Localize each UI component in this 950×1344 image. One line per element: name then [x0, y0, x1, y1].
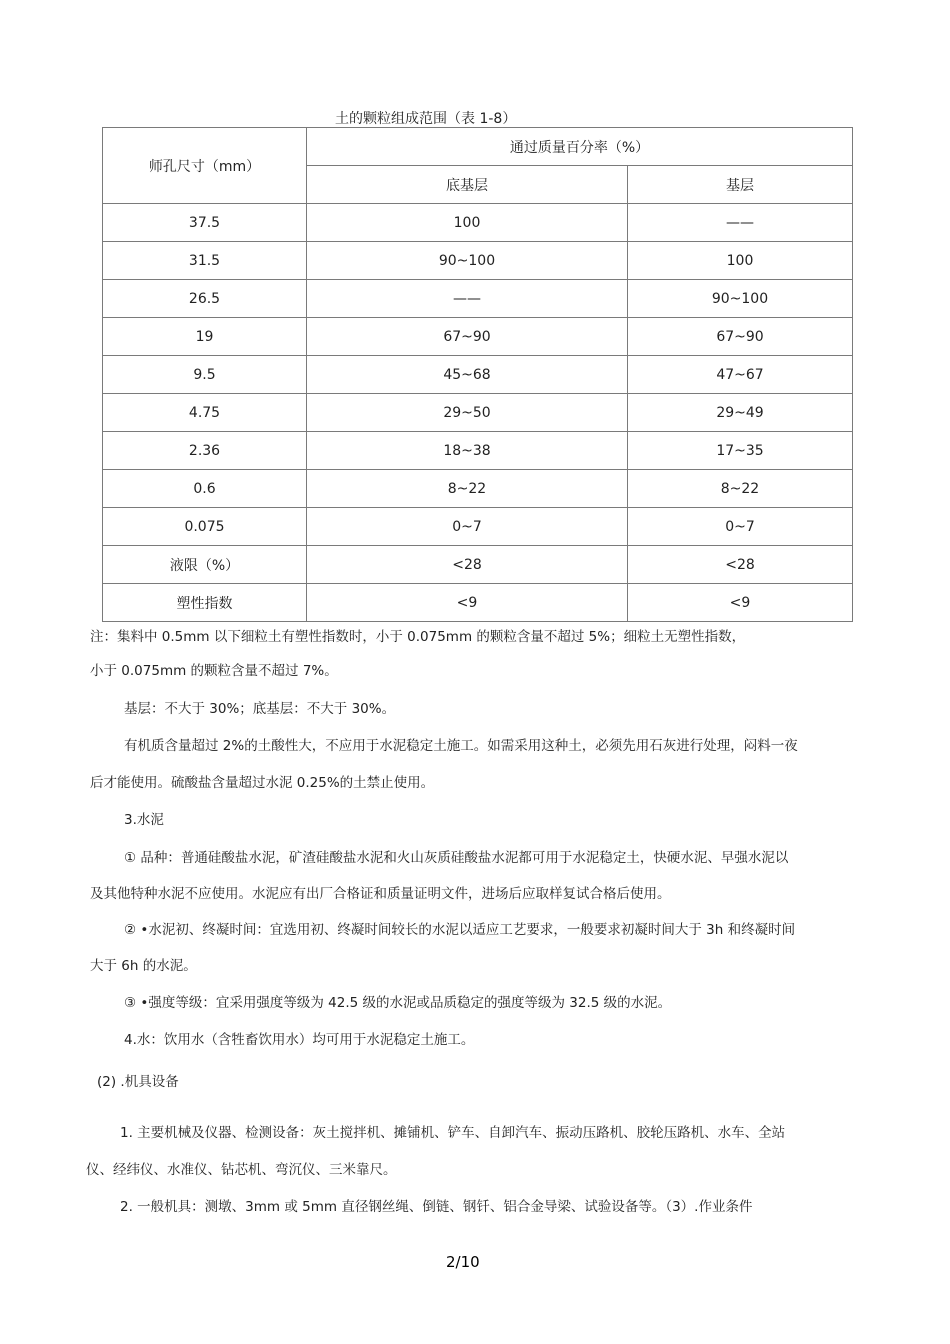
cell-base: 29~49: [628, 394, 853, 432]
particle-composition-table: [102, 127, 853, 622]
table-note-line1: 注：集料中 0.5mm 以下细粒土有塑性指数时，小于 0.075mm 的颗粒含量不超过 5%；细粒土无塑性指数，: [90, 629, 746, 645]
cell-sieve: 26.5: [103, 280, 307, 318]
header-subbase: 底基层: [307, 166, 628, 204]
paragraph-water: 4.水：饮用水（含牲畜饮用水）均可用于水泥稳定土施工。: [124, 1032, 475, 1048]
paragraph-setting-time-line1: ② •水泥初、终凝时间：宜选用初、终凝时间较长的水泥以适应工艺要求，一般要求初凝时间大于 3h 和终凝时间: [124, 922, 796, 938]
cell-base: 8~22: [628, 470, 853, 508]
table-row: [103, 356, 853, 394]
cell-base: 100: [628, 242, 853, 280]
page-number: 2/10: [446, 1253, 480, 1271]
cell-sieve: 2.36: [103, 432, 307, 470]
cell-base: 17~35: [628, 432, 853, 470]
cell-base: <9: [628, 584, 853, 622]
paragraph-variety-line2: 及其他特种水泥不应使用。水泥应有出厂合格证和质量证明文件，进场后应取样复试合格后使用。: [90, 886, 671, 902]
paragraph-tools: 2. 一般机具：测墩、3mm 或 5mm 直径钢丝绳、倒链、钢钎、铝合金导梁、试验设备等。（3）.作业条件: [120, 1199, 753, 1215]
heading-cement: 3.水泥: [124, 812, 164, 828]
cell-subbase: 90~100: [307, 242, 628, 280]
cell-subbase: ——: [307, 280, 628, 318]
paragraph-machinery-line1: 1. 主要机械及仪器、检测设备：灰土搅拌机、摊铺机、铲车、自卸汽车、振动压路机、胶轮压路机、水车、全站: [120, 1125, 786, 1141]
cell-sieve: 31.5: [103, 242, 307, 280]
cell-subbase: 100: [307, 204, 628, 242]
paragraph-organic-line2: 后才能使用。硫酸盐含量超过水泥 0.25%的土禁止使用。: [90, 775, 435, 791]
cell-sieve: 19: [103, 318, 307, 356]
cell-subbase: 8~22: [307, 470, 628, 508]
cell-base: <28: [628, 546, 853, 584]
paragraph-base-limit: 基层：不大于 30%；底基层：不大于 30%。: [124, 701, 396, 717]
cell-subbase: 18~38: [307, 432, 628, 470]
paragraph-strength-grade: ③ •强度等级：宜采用强度等级为 42.5 级的水泥或品质稳定的强度等级为 32.5 级的水泥。: [124, 995, 672, 1011]
cell-subbase: <9: [307, 584, 628, 622]
table-row: [103, 470, 853, 508]
cell-base: 67~90: [628, 318, 853, 356]
table-note-line2: 小于 0.075mm 的颗粒含量不超过 7%。: [90, 663, 338, 679]
cell-base: 47~67: [628, 356, 853, 394]
paragraph-machinery-line2: 仪、经纬仪、水准仪、钻芯机、弯沉仪、三米靠尺。: [86, 1162, 397, 1178]
table-row: [103, 204, 853, 242]
cell-subbase: 0~7: [307, 508, 628, 546]
cell-base: ——: [628, 204, 853, 242]
cell-sieve: 4.75: [103, 394, 307, 432]
table-row: [103, 394, 853, 432]
cell-sieve: 液限（%）: [103, 546, 307, 584]
paragraph-setting-time-line2: 大于 6h 的水泥。: [90, 958, 197, 974]
cell-sieve: 0.075: [103, 508, 307, 546]
table-row: [103, 242, 853, 280]
cell-subbase: <28: [307, 546, 628, 584]
cell-subbase: 45~68: [307, 356, 628, 394]
cell-sieve: 0.6: [103, 470, 307, 508]
table-row: [103, 432, 853, 470]
table-row: [103, 508, 853, 546]
table-row: [103, 584, 853, 622]
cell-sieve: 9.5: [103, 356, 307, 394]
table-row: [103, 280, 853, 318]
header-passing-percent: 通过质量百分率（%）: [307, 128, 853, 166]
paragraph-variety-line1: ① 品种：普通硅酸盐水泥，矿渣硅酸盐水泥和火山灰质硅酸盐水泥都可用于水泥稳定土，快硬水泥、早强水泥以: [124, 850, 789, 866]
cell-base: 0~7: [628, 508, 853, 546]
header-sieve-size: 师孔尺寸（mm）: [103, 128, 307, 204]
cell-subbase: 29~50: [307, 394, 628, 432]
heading-equipment: (2) .机具设备: [97, 1074, 179, 1090]
cell-subbase: 67~90: [307, 318, 628, 356]
cell-base: 90~100: [628, 280, 853, 318]
paragraph-organic-line1: 有机质含量超过 2%的土酸性大，不应用于水泥稳定土施工。如需采用这种土，必须先用石灰进行处理，闷料一夜: [124, 738, 798, 754]
cell-sieve: 塑性指数: [103, 584, 307, 622]
table-caption: 土的颗粒组成范围（表 1-8）: [335, 111, 517, 127]
table-row: [103, 546, 853, 584]
cell-sieve: 37.5: [103, 204, 307, 242]
table-row: [103, 318, 853, 356]
header-base: 基层: [628, 166, 853, 204]
